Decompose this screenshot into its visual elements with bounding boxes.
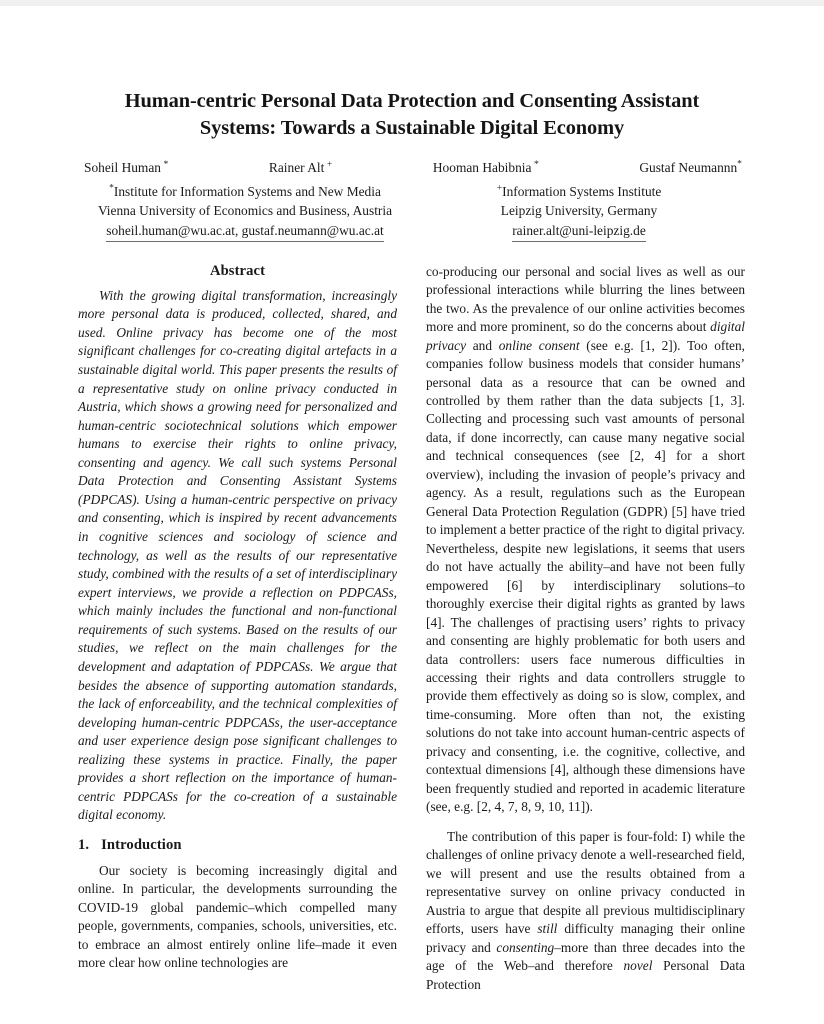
text-run: Personal Data Protection <box>426 958 745 992</box>
affiliation-marker: * <box>109 182 114 194</box>
page-title: Human-centric Personal Data Protection and Consenting Assistant Systems: Towards a Sustainable Digital Economy <box>124 90 700 139</box>
section-heading-introduction <box>78 837 397 854</box>
left-column <box>78 263 397 994</box>
emphasised-term: novel <box>623 958 653 974</box>
author-label: Soheil Human <box>84 160 161 176</box>
paper-page <box>0 6 824 1024</box>
author-affiliation-marker: * <box>163 158 169 170</box>
affiliation-university: Vienna University of Economics and Business, Austria <box>97 203 393 219</box>
affiliation-university: Leipzig University, Germany <box>500 203 658 219</box>
author-name <box>639 160 742 176</box>
affiliation-email-link[interactable]: soheil.human@wu.ac.at, gustaf.neumann@wu.ac.at <box>106 221 384 242</box>
text-run: difficulty managing their online privacy and <box>426 921 745 955</box>
emphasised-term: still <box>537 921 558 937</box>
affiliation-institute: *Institute for Information Systems and New Media <box>109 182 381 200</box>
author-label: Rainer Alt <box>268 160 325 176</box>
affiliation-marker: + <box>496 182 503 194</box>
text-run: The contribution of this paper is four-fold: I) while the challenges of online privacy denote a well-researched field, we will present and use the results obtained from a representative survey on online privacy conducted in Austria to argue that despite all previous multidisciplinary efforts, users have <box>426 828 745 937</box>
author-affiliation-marker: * <box>737 158 742 170</box>
affiliation-email-line <box>412 220 746 242</box>
emphasised-term: digital privacy <box>426 319 745 353</box>
author-name <box>433 160 539 176</box>
abstract-body: With the growing digital transformation, increasingly more personal data is produced, collected, shared, and used. Online privacy has become one of the most significant challenges for co-creating digital artefacts in a sustainable digital world. This paper presents the results of a representative study on online privacy conducted in Austria, which shows a growing need for personalized and human-centric sociotechnical solutions which empower humans to exercise their rights to online privacy, consenting and agency. We call such systems Personal Data Protection and Consenting Assistant Systems (PDPCAS). Using a human-centric perspective on privacy and consenting, which is inspired by recent advancements in cognitive sciences and sociology of science and technology, as well as the results of our representative study, combined with the results of a set of interdisciplinary expert interviews, we provide a reflection on PDPCASs, which mainly includes the functional and non-functional requirements of such systems. Based on the results of our studies, we reflect on the main challenges for the development and adaptation of PDPCASs. We argue that besides the absence of supporting automation standards, the lack of enforceability, and the technical complexities of developing human-centric PDPCASs, the user-acceptance and user experience design pose significant challenges to realizing these systems in practice. Finally, the paper provides a short reflection on the importance of human-centric PDPCASs for the co-creation of a sustainable digital economy. <box>78 287 397 823</box>
author-list <box>78 160 746 176</box>
abstract-text <box>78 287 397 825</box>
text-run: (see e.g. [1, 2]). Too often, companies follow business models that consider humans’ personal data as a resource that can be owned and controlled by them rather than the data subjects [1, 3]. Collecting and processing such vast amounts of personal data, if done incorrectly, can cause many negative social and technical consequences (see [2, 4] for a short overview), including the invasion of people’s privacy and agency. As a result, regulations such as the European General Data Protection Regulation (GDPR) [5] have tried to implement a better practice of the right to digital privacy. Nevertheless, despite new legislations, it seems that users do not have actually the ability–and have not been fully empowered [6] by interdisciplinary solutions–to thoroughly exercise their digital rights as granted by laws [4]. The challenges of practising users’ rights to privacy and consenting are highly problematic for both users and data controllers: users face numerous difficulties in accessing their rights and data controllers struggle to provide them effectively as doing so is slow, complex, and time-consuming. More often than not, the existing solutions do not take into account human-centric aspects of privacy and consenting, i.e. the cognitive, collective, and contextual dimensions [4], although these dimensions have been frequently studied and reported in academic literature (see, e.g. [2, 4, 7, 8, 9, 10, 11]). <box>426 337 745 815</box>
affiliation-email-line <box>78 220 412 242</box>
body-columns <box>78 263 746 994</box>
introduction-paragraph-1-text: Our society is becoming increasingly digital and online. In particular, the developments surrounding the COVID-19 global pandemic–which compelled many people, governments, companies, schools, universities, etc. to embrace an almost entirely online life–made it even more clear how online technologies are <box>78 863 397 971</box>
affiliation-block <box>412 182 746 242</box>
section-number: 1. <box>78 837 90 854</box>
affiliation-block <box>78 182 412 242</box>
right-paragraph-1 <box>426 263 745 817</box>
author-name <box>84 160 168 176</box>
author-affiliation-marker: + <box>326 158 333 170</box>
author-affiliation-marker: * <box>533 158 539 170</box>
section-title: Introduction <box>101 837 182 854</box>
introduction-paragraph-1 <box>78 862 397 973</box>
emphasised-term: online consent <box>498 337 580 353</box>
affiliation-institute: +Information Systems Institute <box>496 182 662 200</box>
affiliation-email-link[interactable]: rainer.alt@uni-leipzig.de <box>512 221 646 242</box>
text-run: and <box>466 337 499 353</box>
text-run: –more than three decades into the age of the Web–and therefore <box>426 939 745 974</box>
emphasised-term: consenting <box>496 939 555 955</box>
right-column <box>426 263 745 994</box>
author-label: Hooman Habibnia <box>432 160 532 176</box>
right-paragraph-2 <box>426 828 745 994</box>
author-label: Gustaf Neumannn <box>639 160 738 176</box>
page-content <box>78 6 746 994</box>
text-run: co-producing our personal and social lives as well as our professional interactions while blurring the lines between the two. As the prevalence of our online activities becomes more and more prominent, so do the concerns about <box>426 263 745 335</box>
affiliation-list <box>78 182 746 242</box>
abstract-heading: Abstract <box>209 262 266 279</box>
author-name <box>269 160 332 176</box>
